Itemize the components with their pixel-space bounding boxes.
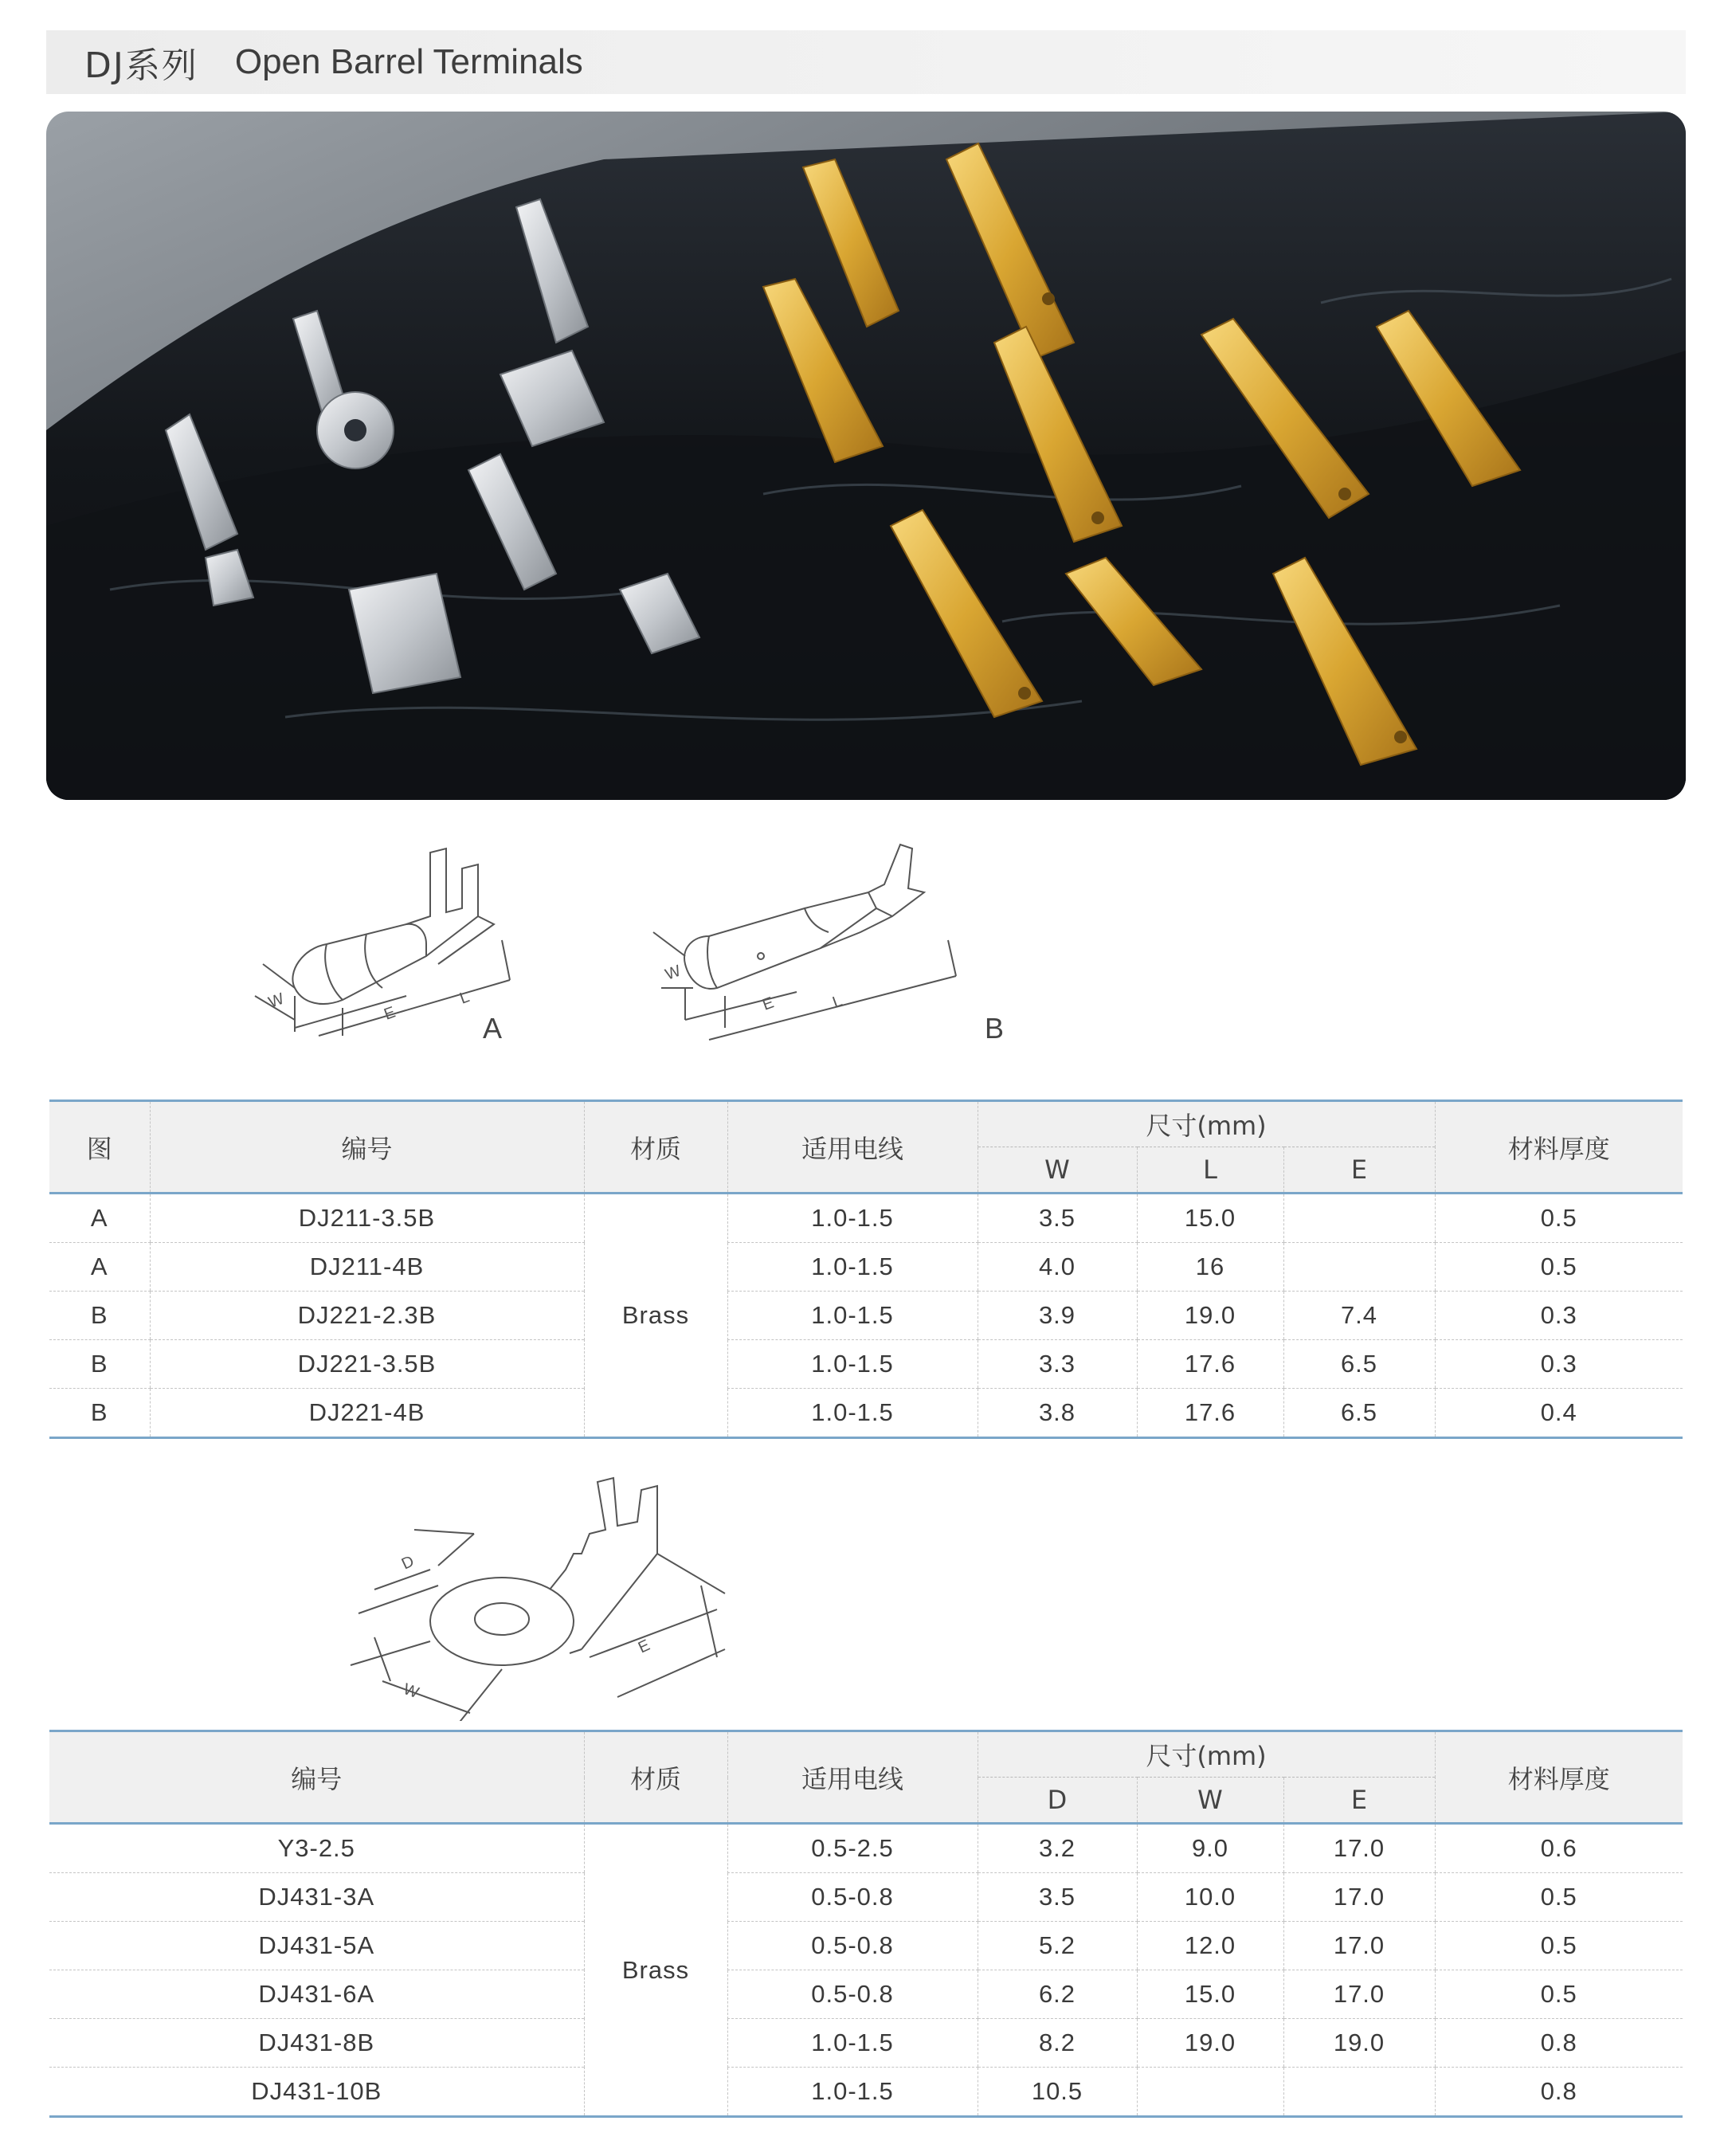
cell-thickness: 0.8	[1435, 2019, 1683, 2068]
cell-wire: 0.5-2.5	[727, 1824, 978, 1873]
cell-wire: 0.5-0.8	[727, 1922, 978, 1970]
header-size: 尺寸(mm)	[978, 1101, 1435, 1147]
header-w: W	[1137, 1778, 1283, 1824]
drawing-terminal-a	[247, 837, 550, 1052]
cell-wire: 1.0-1.5	[727, 1340, 978, 1389]
cell-thickness: 0.6	[1435, 1824, 1683, 1873]
cell-l: 16	[1137, 1243, 1283, 1292]
cell-code: DJ211-3.5B	[150, 1194, 584, 1243]
cell-e: 17.0	[1283, 1970, 1435, 2019]
cell-w: 19.0	[1137, 2019, 1283, 2068]
figure-a-label: A	[483, 1012, 503, 1045]
header-e: E	[1283, 1778, 1435, 1824]
ring-terminal-line-drawing	[343, 1474, 741, 1721]
cell-fig: A	[49, 1243, 150, 1292]
header-code: 编号	[49, 1731, 584, 1824]
terminals-on-rock-image	[46, 112, 1686, 800]
cell-w: 12.0	[1137, 1922, 1283, 1970]
cell-e: 19.0	[1283, 2019, 1435, 2068]
table-row	[49, 1824, 1683, 1873]
spec-table-2	[49, 1730, 1683, 2118]
cell-w: 3.8	[978, 1389, 1137, 1438]
header-code: 编号	[150, 1101, 584, 1194]
cell-wire: 1.0-1.5	[727, 1194, 978, 1243]
label-e: E	[382, 1003, 398, 1024]
cell-fig: A	[49, 1194, 150, 1243]
table-row	[49, 1292, 1683, 1340]
cell-code: DJ221-4B	[150, 1389, 584, 1438]
page-header	[46, 30, 1686, 94]
cell-thickness: 0.5	[1435, 1922, 1683, 1970]
header-w: W	[978, 1147, 1137, 1194]
cell-w: 15.0	[1137, 1970, 1283, 2019]
table-row	[49, 1194, 1683, 1243]
cell-l: 15.0	[1137, 1194, 1283, 1243]
terminal-a-line-drawing	[247, 837, 550, 1052]
cell-e: 17.0	[1283, 1873, 1435, 1922]
label-d: D	[398, 1552, 417, 1574]
header-wire: 适用电线	[727, 1101, 978, 1194]
cell-code: DJ431-5A	[49, 1922, 584, 1970]
cell-thickness: 0.3	[1435, 1340, 1683, 1389]
label-w: W	[663, 962, 684, 984]
cell-d: 3.5	[978, 1873, 1137, 1922]
cell-e: 17.0	[1283, 1922, 1435, 1970]
cell-e: 7.4	[1283, 1292, 1435, 1340]
cell-w: 3.5	[978, 1194, 1137, 1243]
cell-wire: 1.0-1.5	[727, 2019, 978, 2068]
series-name: DJ系列	[84, 45, 198, 86]
drawing-terminal-b	[637, 829, 972, 1060]
cell-d: 3.2	[978, 1824, 1137, 1873]
cell-wire: 0.5-0.8	[727, 1970, 978, 2019]
table-row	[49, 1243, 1683, 1292]
cell-thickness: 0.5	[1435, 1873, 1683, 1922]
cell-code: DJ431-10B	[49, 2068, 584, 2117]
table-row	[49, 1873, 1683, 1922]
cell-wire: 1.0-1.5	[727, 1389, 978, 1438]
label-w: W	[401, 1680, 421, 1703]
header-thickness: 材料厚度	[1435, 1101, 1683, 1194]
header-l: L	[1137, 1147, 1283, 1194]
cell-l: 17.6	[1137, 1340, 1283, 1389]
figure-b-label: B	[985, 1012, 1005, 1045]
table-row	[49, 2019, 1683, 2068]
cell-wire: 1.0-1.5	[727, 1243, 978, 1292]
cell-w: 3.3	[978, 1340, 1137, 1389]
cell-w: 4.0	[978, 1243, 1137, 1292]
cell-code: DJ431-3A	[49, 1873, 584, 1922]
spec-table-1	[49, 1100, 1683, 1439]
cell-code: DJ221-2.3B	[150, 1292, 584, 1340]
header-size: 尺寸(mm)	[978, 1731, 1435, 1778]
table-row	[49, 1922, 1683, 1970]
cell-thickness: 0.5	[1435, 1970, 1683, 2019]
product-photo	[46, 112, 1686, 800]
cell-code: DJ431-8B	[49, 2019, 584, 2068]
cell-thickness: 0.3	[1435, 1292, 1683, 1340]
cell-thickness: 0.8	[1435, 2068, 1683, 2117]
cell-w: 9.0	[1137, 1824, 1283, 1873]
cell-material: Brass	[584, 1824, 727, 2117]
cell-d: 10.5	[978, 2068, 1137, 2117]
cell-code: DJ211-4B	[150, 1243, 584, 1292]
label-e: E	[760, 994, 777, 1014]
table-row	[49, 1970, 1683, 2019]
cell-e	[1283, 1194, 1435, 1243]
cell-d: 5.2	[978, 1922, 1137, 1970]
header-material: 材质	[584, 1101, 727, 1194]
cell-l: 17.6	[1137, 1389, 1283, 1438]
terminal-b-line-drawing	[637, 829, 972, 1060]
cell-code: Y3-2.5	[49, 1824, 584, 1873]
table-row	[49, 2068, 1683, 2117]
header-thickness: 材料厚度	[1435, 1731, 1683, 1824]
cell-wire: 1.0-1.5	[727, 2068, 978, 2117]
cell-d: 6.2	[978, 1970, 1137, 2019]
cell-e	[1283, 1243, 1435, 1292]
cell-w: 3.9	[978, 1292, 1137, 1340]
cell-w	[1137, 2068, 1283, 2117]
cell-fig: B	[49, 1292, 150, 1340]
header-material: 材质	[584, 1731, 727, 1824]
cell-e: 6.5	[1283, 1389, 1435, 1438]
header-wire: 适用电线	[727, 1731, 978, 1824]
cell-code: DJ221-3.5B	[150, 1340, 584, 1389]
header-e: E	[1283, 1147, 1435, 1194]
table-row	[49, 1389, 1683, 1438]
header-fig: 图	[49, 1101, 150, 1194]
cell-e	[1283, 2068, 1435, 2117]
label-e: E	[635, 1636, 653, 1657]
cell-code: DJ431-6A	[49, 1970, 584, 2019]
label-l: L	[457, 988, 472, 1008]
cell-fig: B	[49, 1389, 150, 1438]
cell-wire: 0.5-0.8	[727, 1873, 978, 1922]
page-title: Open Barrel Terminals	[234, 42, 583, 81]
drawing-ring-terminal	[343, 1474, 741, 1721]
cell-wire: 1.0-1.5	[727, 1292, 978, 1340]
cell-fig: B	[49, 1340, 150, 1389]
cell-l: 19.0	[1137, 1292, 1283, 1340]
cell-e: 17.0	[1283, 1824, 1435, 1873]
label-w: W	[266, 990, 287, 1012]
cell-thickness: 0.5	[1435, 1194, 1683, 1243]
header-d: D	[978, 1778, 1137, 1824]
cell-thickness: 0.4	[1435, 1389, 1683, 1438]
cell-material: Brass	[584, 1194, 727, 1438]
table-row	[49, 1340, 1683, 1389]
cell-w: 10.0	[1137, 1873, 1283, 1922]
cell-thickness: 0.5	[1435, 1243, 1683, 1292]
label-l: L	[830, 992, 845, 1012]
cell-d: 8.2	[978, 2019, 1137, 2068]
cell-e: 6.5	[1283, 1340, 1435, 1389]
